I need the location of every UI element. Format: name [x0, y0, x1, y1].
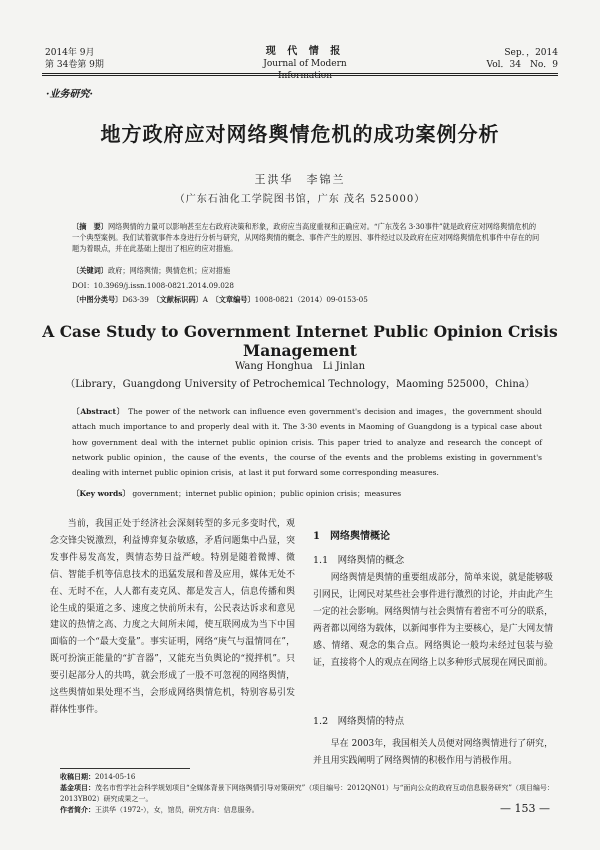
header-right	[487, 47, 558, 71]
cn-doi: DOI：10.3969/j.issn.1008-0821.2014.09.028	[72, 281, 234, 290]
en-keywords	[72, 486, 542, 501]
received-label: 收稿日期：	[60, 772, 95, 781]
header-left	[45, 47, 104, 71]
cn-classification	[72, 295, 542, 306]
header-volume-cn: 第 34卷第 9期	[45, 60, 104, 70]
journal-name-cn: 现 代 情 报	[265, 46, 345, 57]
intro-paragraph: 当前，我国正处于经济社会深刻转型的多元多变时代，观念交锋尖锐激烈，利益博弈复杂敏感，矛盾问题集中凸显，突发事件易发高发，舆情态势日益严峻。特别是随着微博、微信、智能手机等信息技术的迅猛发展和普及应用，媒体无处不在、无时不在，人人都有麦克风、都是发言人，信息传播和舆论生成的渠道之多、速度之快前所未有，公民表达诉求和意见建议的热情之高、力度之大间所未闻，使互联网成为当下中国面临的一个“最大变量”。事实证明，网络“庚气与温情同在”，既可扮演正能量的“扩音器”，又能充当负舆论的“搅拌机”。只要引起部分人的共鸣，就会形成了一股不可忽视的网络舆情，这些舆情如果处理不当，会形成网络舆情危机，特别容易引发群体性事件。	[50, 519, 295, 715]
cn-authors: 王洪华 李锦兰	[254, 173, 346, 186]
en-authors: Wang Honghua Li Jinlan	[234, 361, 366, 372]
doc-code-value: A	[202, 295, 208, 304]
en-affiliation: （Library，Guangdong University of Petrochemical Technology，Maoming 525000，China）	[65, 379, 535, 390]
article-no-label: 〔文章编号〕	[215, 295, 255, 304]
header-center	[240, 46, 370, 82]
clc-value: D63-39	[122, 295, 149, 304]
page-number: — 153 —	[500, 802, 550, 815]
doc-code-label: 〔文献标识码〕	[156, 295, 203, 304]
en-title: A Case Study to Government Internet Public Opinion Crisis Management	[42, 322, 558, 360]
cn-abstract-label: 〔摘 要〕	[72, 222, 108, 231]
en-keywords-label: 〔Key words〕	[72, 489, 130, 498]
fund-label: 基金项目：	[60, 783, 95, 792]
section-1-1-paragraph: 网络舆情是舆情的重要组成部分，简单来说，就是能够吸引网民，让网民对某些社会事件进行激烈的讨论，并由此产生一定的社会影响。网络舆情与社会舆情有着密不可分的联系，两者都以网络为载体，以新闻事件为主要核心，是广大网友情感、情绪、观念的集合点。网络舆论一般均未经过包装与验证，直接将个人的观点在网络上以多种形式展现在网民面前。	[313, 573, 553, 668]
header-volume-en: Vol．34 No．9	[486, 60, 558, 70]
column-label: ·业务研究·	[46, 89, 93, 100]
en-abstract-text: The power of the network can influence even government's decision and images，the government should attach much importance to and properly deal with it. The 3·30 events in Maoming of Guangdong is a typical case about how government deal with the internet public opinion crisis. This paper tried to analyze and research the concept of network public opinion，the cause of the events，the course of the events and the problems existing in government's dealing with internet public opinion crisis，at last it put forward some corresponding measures.	[72, 407, 542, 478]
en-abstract	[72, 404, 542, 480]
author-text: 王洪华（1972-），女，馆员，研究方向：信息服务。	[95, 806, 259, 814]
section-1-2-paragraph: 早在 2003年，我国相关人员便对网络舆情进行了研究，并且用实践阐明了网络舆情的积极作用与消极作用。	[313, 739, 553, 766]
header-rule-thin	[42, 75, 558, 76]
footnote-fund	[60, 783, 560, 804]
footnote-received	[60, 772, 560, 783]
cn-keywords-text: 政府；网络舆情；舆情危机；应对措施	[107, 266, 231, 275]
section-1-heading: 1 网络舆情概论	[313, 531, 390, 542]
received-date: 2014-05-16	[95, 773, 136, 781]
section-1-2-heading: 1.2 网络舆情的特点	[313, 716, 405, 727]
cn-keywords-label: 〔关键词〕	[72, 266, 108, 275]
article-no-value: 1008-0821（2014）09-0153-05	[254, 295, 368, 304]
header-date-cn: 2014年 9月	[45, 48, 95, 58]
author-label: 作者简介：	[60, 805, 95, 814]
journal-name-en: Journal of Modern Information	[263, 59, 347, 81]
cn-abstract-text: 网络舆情的力量可以影响甚至左右政府决策和形象，政府应当高度重视和正确应对。“广东茂名 3·30事件”就是政府应对网络舆情危机的一个典型案例。我们试着就事件本身进行分析与研究，从网络舆情的概念、事件产生的原因、事件经过以及政府在应对网络舆情危机事件中存在的问题为着眼点，并在此基础上提出了相应的应对措施。	[72, 222, 540, 253]
header-date-en: Sep．，2014	[504, 48, 558, 58]
footnote-author	[60, 805, 560, 816]
en-abstract-label: 〔Abstract〕	[72, 407, 126, 416]
cn-affiliation: （广东石油化工学院图书馆，广东 茂名 525000）	[174, 194, 426, 205]
cn-keywords	[72, 266, 542, 277]
cn-title: 地方政府应对网络舆情危机的成功案例分析	[100, 122, 500, 146]
header-rule	[42, 73, 558, 74]
fund-text: 茂名市哲学社会科学规划项目“全媒体背景下网络舆情引导对策研究”（项目编号：2012QN01）与“面向公众的政府互动信息服务研究”（项目编号：2013YB02）研究成果之一。	[60, 784, 554, 803]
cn-abstract	[72, 222, 542, 254]
clc-label: 〔中图分类号〕	[72, 295, 123, 304]
section-1-1-heading: 1.1 网络舆情的概念	[313, 555, 405, 566]
en-keywords-text: government；internet public opinion；public opinion crisis；measures	[132, 489, 402, 498]
footnote-rule	[60, 768, 190, 769]
